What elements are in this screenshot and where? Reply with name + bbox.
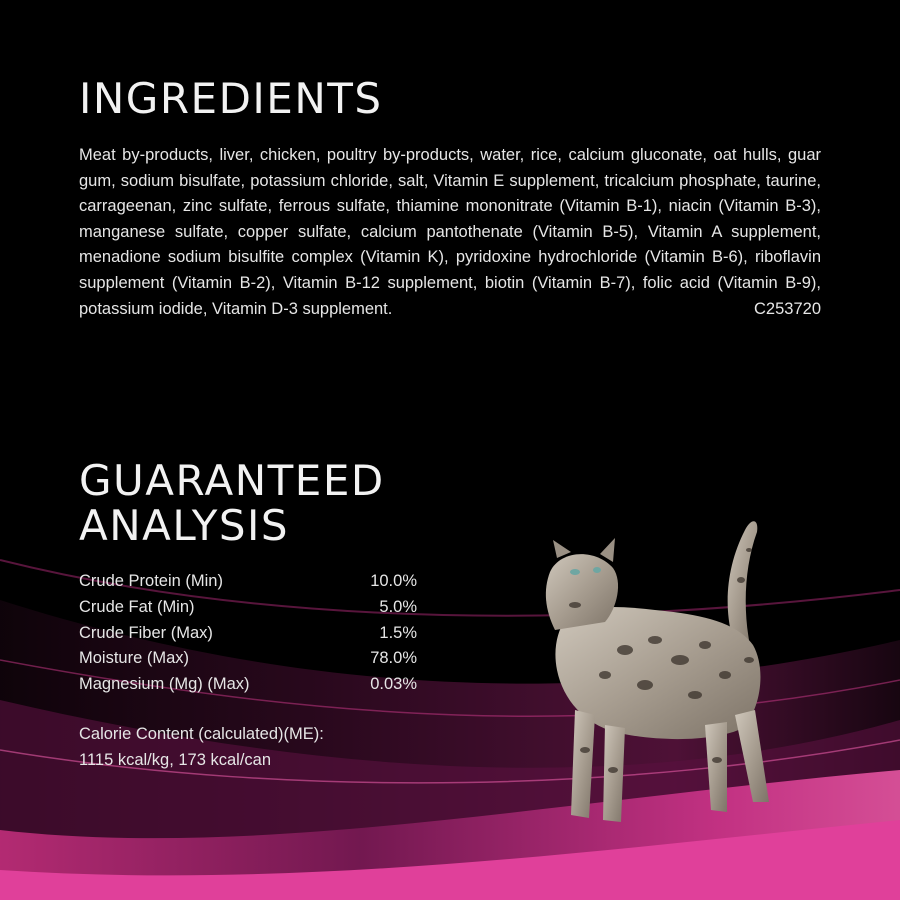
ingredients-text-block bbox=[79, 143, 821, 322]
nutrient-value: 5.0% bbox=[379, 597, 417, 616]
ingredients-list: Meat by-products, liver, chicken, poultry by-products, water, rice, calcium gluconate, oat hulls, guar gum, sodium bisulfate, potassium chloride, salt, Vitamin E supplement, tricalcium phosphate, taurine, carrageenan, zinc sulfate, ferrous sulfate, thiamine mononitrate (Vitamin B-1), niacin (Vitamin B-3), manganese sulfate, copper sulfate, calcium pantothenate (Vitamin B-5), Vitamin A supplement, menadione sodium bisulfite complex (Vitamin K), pyridoxine hydrochloride (Vitamin B-6), riboflavin supplement (Vitamin B-2), Vitamin B-12 supplement, biotin (Vitamin B-7), folic acid (Vitamin B-9), potassium iodide, Vitamin D-3 supplement. bbox=[79, 146, 821, 318]
table-row bbox=[79, 569, 417, 595]
product-code: C253720 bbox=[754, 299, 821, 318]
nutrient-value: 78.0% bbox=[370, 649, 417, 668]
table-row bbox=[79, 621, 417, 647]
calorie-value: 1115 kcal/kg, 173 kcal/can bbox=[79, 750, 272, 769]
guaranteed-analysis-title-line1: GUARANTEED bbox=[79, 456, 385, 505]
table-row bbox=[79, 672, 417, 698]
nutrient-label: Magnesium (Mg) (Max) bbox=[79, 675, 250, 694]
calorie-content bbox=[79, 722, 499, 774]
table-row bbox=[79, 595, 417, 621]
table-row bbox=[79, 646, 417, 672]
cat-illustration bbox=[505, 510, 785, 840]
calorie-label: Calorie Content (calculated)(ME): bbox=[79, 725, 324, 743]
guaranteed-analysis-title-line2: ANALYSIS bbox=[79, 501, 290, 550]
nutrient-label: Crude Fat (Min) bbox=[79, 597, 195, 616]
nutrient-label: Crude Fiber (Max) bbox=[79, 623, 213, 642]
nutrient-label: Moisture (Max) bbox=[79, 649, 190, 668]
nutrient-value: 1.5% bbox=[379, 623, 417, 642]
ingredients-title: INGREDIENTS bbox=[79, 74, 383, 123]
nutrient-value: 10.0% bbox=[370, 572, 417, 590]
guaranteed-analysis-table bbox=[79, 569, 417, 698]
nutrient-label: Crude Protein (Min) bbox=[79, 572, 223, 590]
nutrient-value: 0.03% bbox=[370, 675, 417, 694]
